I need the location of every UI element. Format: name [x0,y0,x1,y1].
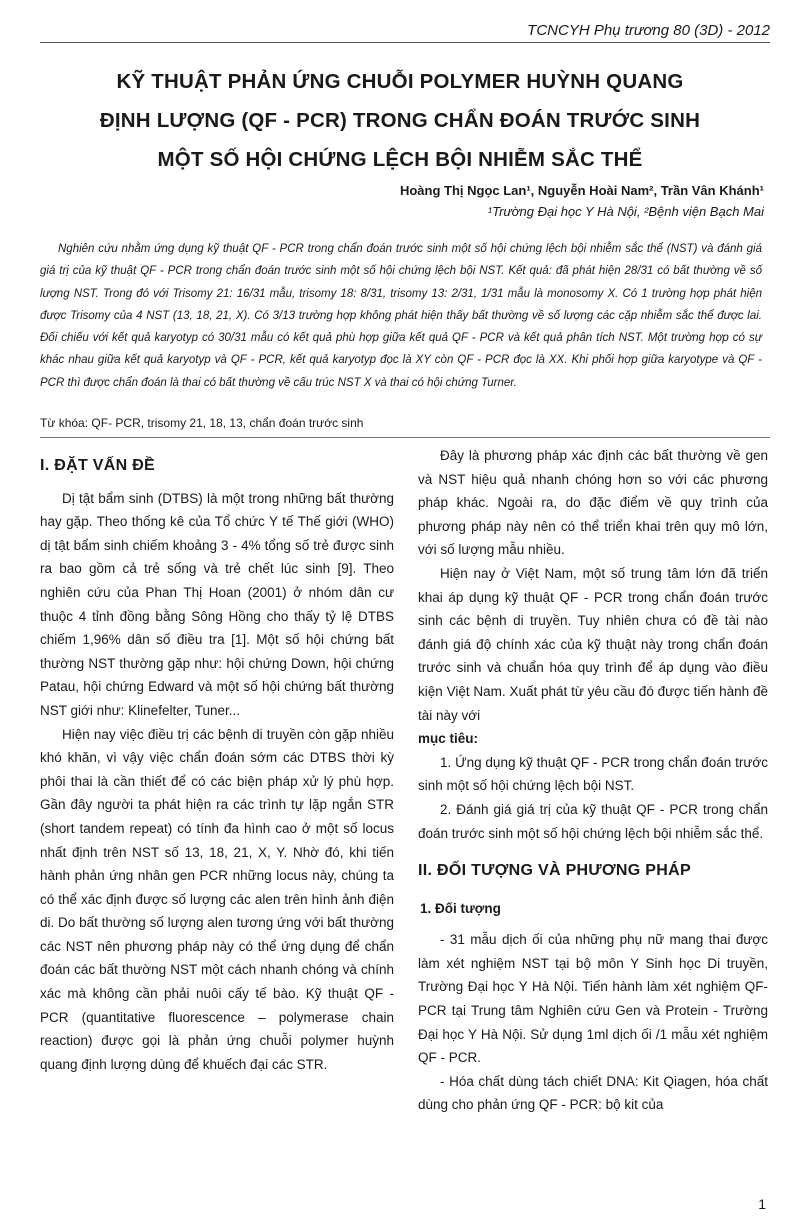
paragraph: Dị tật bẩm sinh (DTBS) là một trong những bất thường hay gặp. Theo thống kê của Tổ chức Y tế Thế giới (WHO) dị tật bẩm sinh chiếm khoảng 3 - 4% tổng số trẻ được sinh ra bao gồm cả trẻ sống và trẻ chết lúc sinh [9]. Theo nghiên cứu của Phan Thị Hoan (2001) ở nhóm dân cư thuộc 4 tỉnh đồng bằng Sông Hồng cho thấy tỷ lệ DTBS chiếm 1,96% dân số điều tra [1]. Một số hội chứng bất thường NST thường gặp như: hội chứng Down, hội chứng Patau, hội chứng Edward và một số hội chứng bất thường NST giới như: Klinefelter, Tuner... [40,490,394,718]
section-heading-methods: II. ĐỐI TƯỢNG VÀ PHƯƠNG PHÁP [418,862,691,880]
objective-2: 2. Đánh giá giá trị của kỹ thuật QF - PCR trong chẩn đoán trước sinh một số hội chứng lệch bội nhiễm sắc thể. [418,801,768,841]
abstract: Nghiên cứu nhằm ứng dụng kỹ thuật QF - PCR trong chẩn đoán trước sinh một số hội chứng lệch bội nhiễm sắc thể (NST) và đánh giá giá trị của kỹ thuật QF - PCR trong chẩn đoán trước sinh một số hội chứng lệch bội NST. Kết quả: đã phát hiện 28/31 có bất thường về số lượng NST. Trong đó với Trisomy 21: 16/31 mẫu, trisomy 18: 8/31, trisomy 13: 2/31, 1/31 mẫu là monosomy X. Có 1 trường hợp phát hiện được Trisomy của 4 NST (13, 18, 21, X). Có 3/13 trường hợp không phát hiện thấy bất thường về số lượng các cặp nhiễm sắc thể được lai. Đối chiếu với kết quả karyotyp có 30/31 mẫu có kết quả phù hợp giữa kết quả QF - PCR và kết quả phân tích NST. Một trường hợp có sự khác nhau giữa kết quả karyotyp và QF - PCR, kết quả karyotyp đọc là XY còn QF - PCR đọc là XX. Khi phối hợp giữa karyotype và QF - PCR thì được chẩn đoán là thai có bất thường về cấu trúc NST X và thai có hội chứng Turner. [40,243,762,389]
paragraph: Hiện nay ở Việt Nam, một số trung tâm lớn đã triển khai áp dụng kỹ thuật QF - PCR trong chẩn đoán trước sinh các bệnh di truyền. Tuy nhiên chưa có đề tài nào đánh giá độ chính xác của kỹ thuật này trong chẩn đoán trước sinh và chuẩn hóa quy trình để áp dụng vào điều kiện Việt Nam. Xuất phát từ yêu cầu đó được tiến hành đề tài này với [418,565,768,723]
right-column [418,444,768,1117]
paragraph: - Hóa chất dùng tách chiết DNA: Kit Qiagen, hóa chất dùng cho phản ứng QF - PCR: bộ kit của [418,1073,768,1113]
keywords [40,416,363,430]
keywords-text: QF- PCR, trisomy 21, 18, 13, chẩn đoán trước sinh [91,416,364,430]
article-title [40,62,760,179]
title-line-2: ĐỊNH LƯỢNG (QF - PCR) TRONG CHẨN ĐOÁN TRƯỚC SINH [99,109,701,132]
left-column [40,454,394,1076]
objectives-label: mục tiêu: [418,731,479,747]
paragraph: - 31 mẫu dịch ối của những phụ nữ mang thai được làm xét nghiệm NST tại bộ môn Y Sinh học Di truyền, Trường Đại học Y Hà Nội. Tiến hành làm xét nghiệm QF- PCR tại Trung tâm Nghiên cứu Gen và Protein - Trường Đại học Y Hà Nội. Sử dụng 1ml dịch ối /1 mẫu xét nghiệm QF - PCR. [418,932,768,1066]
page-number: 1 [758,1196,766,1212]
section-heading-introduction: I. ĐẶT VẤN ĐỀ [40,457,156,474]
paragraph: Đây là phương pháp xác định các bất thường về gen và NST hiệu quả nhanh chóng hơn so với các phương pháp khác. Ngoài ra, do đặc điểm về quy trình của phương pháp này nên có thể triển khai trên quy mô lớn, với số lượng mẫu nhiều. [418,448,768,558]
affiliations: ¹Trường Đại học Y Hà Nội, ²Bệnh viện Bạch Mai [487,204,764,219]
subsection-heading-subjects: 1. Đối tượng [420,900,501,916]
keywords-label: Từ khóa: [40,416,89,430]
objective-1: 1. Ứng dụng kỹ thuật QF - PCR trong chẩn đoán trước sinh một số hội chứng lệch bội NST. [418,754,768,794]
keywords-divider [40,437,770,438]
journal-header: TCNCYH Phụ trương 80 (3D) - 2012 [527,22,770,39]
title-line-1: KỸ THUẬT PHẢN ỨNG CHUỖI POLYMER HUỲNH QUANG [116,70,684,93]
paragraph: Hiện nay việc điều trị các bệnh di truyền còn gặp nhiều khó khăn, vì vậy việc chẩn đoán sớm các DTBS thời kỳ phôi thai là cần thiết để có các biện pháp xử lý phù hợp. Gần đây người ta phát hiện ra các trình tự lặp ngắn STR (short tandem repeat) có tính đa hình cao ở một số locus nhất định trên NST số 13, 18, 21, X, Y. Nhờ đó, khi tiến hành phản ứng nhân gen PCR những locus này, chúng ta có thể xác định được số lượng các alen trên hình ảnh điện di. Do bất thường số lượng alen tương ứng với bất thường các NST nên phương pháp này có thể ứng dụng để chẩn đoán các bất thường NST một cách nhanh chóng và chính xác mà không cần phải nuôi cấy tế bào. Kỹ thuật QF - PCR (quantitative fluorescence – polymerase chain reaction) được gọi là phản ứng chuỗi polymer huỳnh quang định lượng dùng để khuếch đại các STR. [40,726,394,1072]
title-line-3: MỘT SỐ HỘI CHỨNG LỆCH BỘI NHIỄM SẮC THỂ [157,148,643,171]
author-list: Hoàng Thị Ngọc Lan¹, Nguyễn Hoài Nam², Trần Vân Khánh¹ [399,183,764,198]
header-divider [40,42,770,43]
